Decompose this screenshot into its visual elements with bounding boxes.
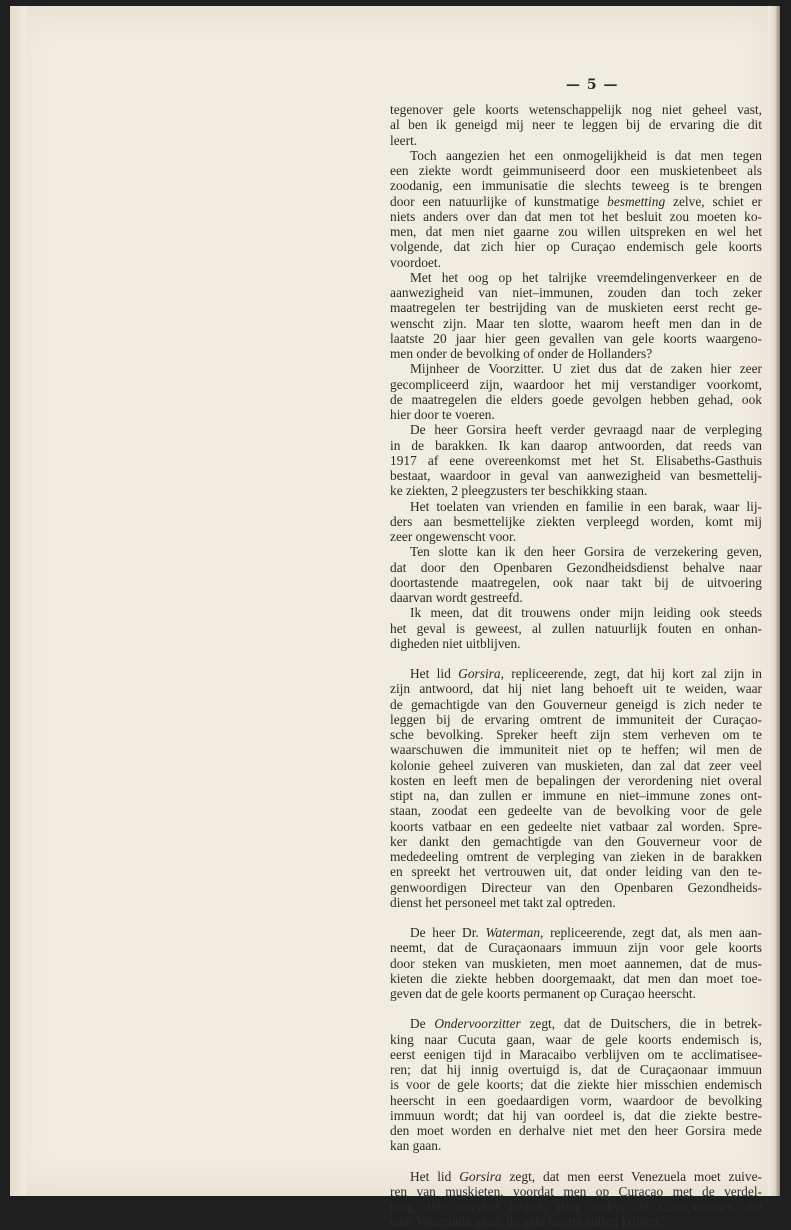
text-line xyxy=(390,1016,762,1031)
text-line xyxy=(390,940,762,955)
text-line xyxy=(390,483,762,498)
line-text: leggen bij de ervaring omtrent de immuniteit der Curaçao- xyxy=(390,711,762,727)
line-text: genwoordigen Directeur van den Openbaren Gezondheids- xyxy=(390,879,762,895)
line-text: dienst het personeel met takt zal optreden. xyxy=(390,894,616,910)
line-text: koorts vatbaar en een gedeelte niet vatbaar zal worden. Spre- xyxy=(390,818,762,834)
text-line xyxy=(390,316,762,331)
line-text: stipt na, dan zullen er immune en niet–immune zones ont- xyxy=(390,788,762,803)
text-line xyxy=(390,773,762,788)
text-block xyxy=(390,1169,762,1230)
text-line xyxy=(390,1062,762,1077)
italic-name: Gorsira, xyxy=(458,666,504,681)
italic-name: Ondervoorzitter xyxy=(434,1016,521,1032)
text-line xyxy=(390,1199,762,1214)
text-line xyxy=(390,224,762,239)
line-text: ren van muskieten, voordat men op Curaçao met de verdel- xyxy=(390,1183,762,1199)
text-line xyxy=(390,377,762,392)
line-text-continued: zegt, dat men eerst Venezuela moet zuive- xyxy=(501,1168,762,1184)
line-text: zeer ongewenscht voor. xyxy=(390,529,517,544)
text-line xyxy=(390,453,762,468)
text-line xyxy=(390,697,762,712)
text-line xyxy=(390,392,762,407)
text-line xyxy=(390,758,762,773)
line-text: maatregelen ter bestrijding van de muskieten eerst recht ge- xyxy=(390,300,762,316)
line-text: den moet worden en derhalve niet met den heer Gorsira mede xyxy=(390,1123,762,1138)
line-text-continued: zelve, schiet er xyxy=(665,193,762,209)
body-text xyxy=(390,102,762,1230)
text-line xyxy=(390,361,762,376)
line-text: voordoet. xyxy=(390,254,441,270)
text-line xyxy=(390,712,762,727)
text-block xyxy=(390,666,762,910)
text-line xyxy=(390,468,762,483)
text-line xyxy=(390,544,762,559)
line-text: kosten en leeft men de bepalingen der verordening niet overal xyxy=(390,772,762,788)
line-text: digheden niet uitblijven. xyxy=(390,635,521,651)
italic-name: besmetting xyxy=(607,193,666,209)
text-line xyxy=(390,1138,762,1153)
text-line xyxy=(390,621,762,636)
line-text: geven dat de gele koorts permanent op Curaçao heerscht. xyxy=(390,986,697,1001)
text-line xyxy=(390,560,762,575)
text-line xyxy=(390,178,762,193)
line-text: doortastende maatregelen, ook naar takt bij de uitvoering xyxy=(390,574,762,590)
text-line xyxy=(390,1214,762,1229)
line-text: laatste 20 jaar hier geen gevallen van gele koorts waargeno- xyxy=(390,330,762,346)
text-line xyxy=(390,529,762,544)
line-text: een ziekte wordt geimmuniseerd door een muskietenbeet als xyxy=(390,163,762,178)
line-text: Mijnheer de Voorzitter. U ziet dus dat de zaken hier zeer xyxy=(410,361,762,377)
line-text: is voor de gele koorts; dat die ziekte hier misschien endemisch xyxy=(390,1077,762,1093)
text-line xyxy=(390,163,762,178)
text-line xyxy=(390,849,762,864)
text-line xyxy=(390,788,762,803)
text-line xyxy=(390,834,762,849)
line-text: het geval is geweest, al zullen natuurlijk fouten en onhan- xyxy=(390,620,762,636)
binding-gutter xyxy=(10,6,26,1196)
text-line xyxy=(390,346,762,361)
text-line xyxy=(390,803,762,818)
line-text: door een natuurlijke of kunstmatige xyxy=(390,193,608,209)
page-edge-shadow xyxy=(768,6,780,1196)
line-text: 1917 af eene overeenkomst met het St. Elisabeths-Gasthuis xyxy=(390,452,762,468)
line-text: en spreekt het vertrouwen uit, dat onder leiding van den te- xyxy=(390,864,762,880)
text-line xyxy=(390,971,762,986)
line-text: Het lid xyxy=(410,666,459,681)
line-text: Ten slotte kan ik den heer Gorsira de verzekering geven, xyxy=(410,544,762,560)
line-text: door steken van muskieten, men moet aannemen, dat de mus- xyxy=(390,955,762,971)
line-text: in de barakken. Ik kan daarop antwoorden, dat reeds van xyxy=(390,437,762,453)
text-line xyxy=(390,422,762,437)
page-number: — 5 — xyxy=(566,77,619,93)
line-text: Het toelaten van vrienden en familie in een barak, waar lij- xyxy=(410,498,762,514)
line-text: dat door den Openbaren Gezondheidsdienst behalve naar xyxy=(390,559,762,575)
text-line xyxy=(390,300,762,315)
line-text: de maatregelen die elders goede gevolgen hebben gehad, ook xyxy=(390,391,762,407)
text-line xyxy=(390,956,762,971)
text-line xyxy=(390,194,762,209)
line-text: immuun wordt; dat hij van oordeel is, dat die ziekte bestre- xyxy=(390,1107,762,1123)
paragraph-gap xyxy=(390,651,762,666)
line-text: gecompliceerd zijn, waardoor het mij verstandiger voorkomt, xyxy=(390,376,762,392)
line-text: De xyxy=(410,1016,435,1032)
text-line xyxy=(390,270,762,285)
line-text: de gemachtigde van den Gouverneur geneigd is zich neder te xyxy=(390,696,762,712)
text-line xyxy=(390,1032,762,1047)
line-text: al ben ik geneigd mij neer te leggen bij de ervaring die dit xyxy=(390,117,762,133)
line-text: bestaat, waardoor in geval van aanwezigheid van besmettelij- xyxy=(390,468,762,483)
text-line xyxy=(390,285,762,300)
line-text: hier door te voeren. xyxy=(390,407,495,422)
text-line xyxy=(390,1108,762,1123)
text-line xyxy=(390,819,762,834)
line-text: niets anders over dan dat men tot het besluit zou moeten ko- xyxy=(390,208,762,224)
line-text: neemt, dat de Curaçaonaars immuun zijn voor gele koorts xyxy=(390,940,762,956)
line-text: staan, zoodat een gedeelte van de bevolking voor de gele xyxy=(390,803,762,819)
text-line xyxy=(390,575,762,590)
line-text: zoodanig, een immunisatie die slechts teweeg is te brengen xyxy=(390,178,762,194)
line-text: wenscht zijn. Maar ten slotte, waarom heeft men dan in de xyxy=(390,315,762,331)
line-text: waarschuwen die immuniteit niet op te heffen; wil men de xyxy=(390,742,762,758)
text-block xyxy=(390,102,762,651)
text-line xyxy=(390,331,762,346)
text-line xyxy=(390,636,762,651)
line-text: mededeeling omtrent de verpleging van zieken in de barakken xyxy=(390,849,762,864)
line-text: Met het oog op het talrijke vreemdelingenverkeer en de xyxy=(410,269,762,285)
text-line xyxy=(390,117,762,132)
document-page xyxy=(10,6,780,1230)
text-line xyxy=(390,590,762,605)
line-text: ker dankt den gemachtigde van den Gouverneur voor de xyxy=(390,833,762,849)
text-line xyxy=(390,438,762,453)
italic-name: Gorsira xyxy=(459,1168,502,1184)
text-line xyxy=(390,864,762,879)
line-text: sche bevolking. Spreker heeft zijn stem verheven om te xyxy=(390,727,762,742)
line-text-continued: zegt, dat de Duitschers, die in betrek- xyxy=(520,1016,763,1032)
line-text: ren; dat hij innig overtuigd is, dat de Curaçaonaar immuun xyxy=(390,1062,762,1077)
line-text-continued: repliceerende, zegt dat, als men aan- xyxy=(543,925,762,940)
text-line xyxy=(390,407,762,422)
line-text: volgende, dat zich hier op Curaçao endemisch gele koorts xyxy=(390,239,762,255)
line-text: Toch aangezien het een onmogelijkheid is dat men tegen xyxy=(410,147,762,163)
text-line xyxy=(390,514,762,529)
text-line xyxy=(390,742,762,757)
text-line xyxy=(390,895,762,910)
text-line xyxy=(390,681,762,696)
text-line xyxy=(390,499,762,514)
line-text: ke ziekten, 2 pleegzusters ter beschikking staan. xyxy=(390,483,648,499)
line-text: kieten die ziekte hebben doorgemaakt, dat men dan moet toe- xyxy=(390,970,762,986)
line-text: king naar Cucuta gaan, waar de gele koorts endemisch is, xyxy=(390,1031,762,1047)
line-text: naar Venezuela gaan, de gele koorts zullen krijgen. xyxy=(390,1214,663,1230)
text-line xyxy=(390,1184,762,1199)
line-text: men onder de bevolking of onder de Hollanders? xyxy=(390,346,653,361)
text-line xyxy=(390,102,762,117)
text-line xyxy=(390,1047,762,1062)
text-line xyxy=(390,666,762,681)
line-text: leert. xyxy=(390,132,418,148)
text-line xyxy=(390,255,762,270)
line-text: zijn antwoord, dat hij niet lang behoeft uit te weiden, waar xyxy=(390,681,762,697)
text-line xyxy=(390,925,762,940)
line-text: daarvan wordt gestreefd. xyxy=(390,590,523,605)
line-text: De heer Dr. xyxy=(410,925,486,940)
text-line xyxy=(390,986,762,1001)
line-text: men, dat men niet gaarne zou willen uitspreken en wel het xyxy=(390,224,762,239)
line-text: ders aan besmettelijke ziekten verpleegd worden, komt mij xyxy=(390,513,762,529)
italic-name: Waterman, xyxy=(485,925,544,940)
line-text: tegenover gele koorts wetenschappelijk nog niet geheel vast, xyxy=(390,102,762,117)
text-block xyxy=(390,1016,762,1153)
line-text: Het lid xyxy=(410,1168,460,1184)
line-text: Ik meen, dat dit trouwens onder mijn leiding ook steeds xyxy=(410,605,762,621)
line-text: De heer Gorsira heeft verder gevraagd naar de verpleging xyxy=(410,422,762,438)
text-line xyxy=(390,239,762,254)
text-line xyxy=(390,209,762,224)
line-text: kolonie geheel zuiveren van muskieten, dan zal dat zeer veel xyxy=(390,757,762,773)
line-text: aanwezigheid van niet–immunen, zouden dan toch zeker xyxy=(390,285,762,300)
line-text: heerscht in een goedaardigen vorm, waardoor de bevolking xyxy=(390,1092,762,1108)
paragraph-gap xyxy=(390,910,762,925)
text-line xyxy=(390,1077,762,1092)
paragraph-gap xyxy=(390,1001,762,1016)
line-text: ging dier insecten begint, daar anders de Curaçaonaars, die xyxy=(390,1199,762,1214)
line-text: eerst eenigen tijd in Maracaibo verblijven om te acclimatisee- xyxy=(390,1046,762,1062)
text-block xyxy=(390,925,762,1001)
text-line xyxy=(390,605,762,620)
text-line xyxy=(390,880,762,895)
text-line xyxy=(390,133,762,148)
text-line xyxy=(390,148,762,163)
line-text-continued: repliceerende, zegt, dat hij kort zal zijn in xyxy=(503,666,762,681)
text-line xyxy=(390,727,762,742)
text-line xyxy=(390,1169,762,1184)
paragraph-gap xyxy=(390,1154,762,1169)
line-text: kan gaan. xyxy=(390,1138,442,1154)
text-line xyxy=(390,1093,762,1108)
text-line xyxy=(390,1123,762,1138)
